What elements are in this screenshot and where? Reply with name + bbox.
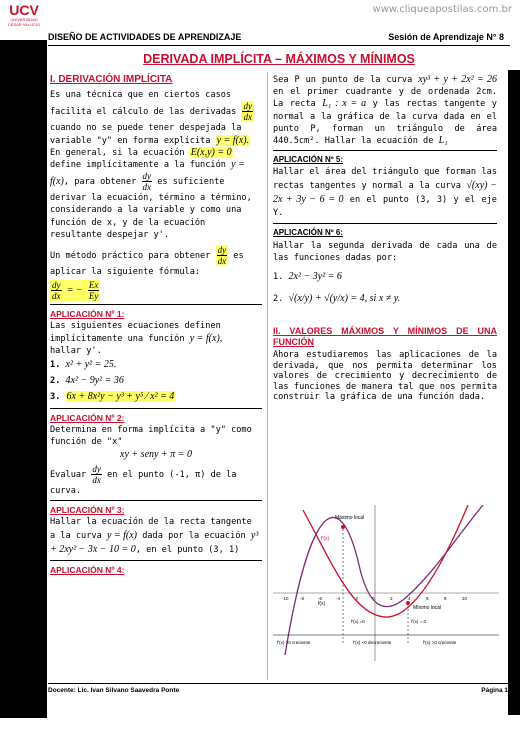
ap6-heading: APLICACIÓN Nº 6: xyxy=(273,228,344,238)
x-tick-label: 2 xyxy=(390,596,393,601)
divider xyxy=(50,304,262,305)
paragraph-1 xyxy=(50,89,262,147)
label-min-local: Mínimo local xyxy=(413,605,442,611)
divider xyxy=(273,150,497,151)
p2-equation: E(x,y) = 0 xyxy=(190,146,232,158)
cubic-curve xyxy=(285,505,483,655)
x-tick-label: 0 xyxy=(372,596,375,601)
x-tick-label: -4 xyxy=(336,596,341,601)
page-footer xyxy=(48,683,508,694)
x-tick-label: -8 xyxy=(300,596,305,601)
right-paragraph-1: Sea P un punto de la curva xy³ + y + 2x² = 26 en el primer cuadrante y de ordenada 2cm. La recta L₁ : x = a y las rectas tangente y normal a la gráfica de la curva dada en el punto P, forman un triángulo de área 440.5cm². Hallar la ecuación de L₁ xyxy=(273,74,497,147)
p2-text-c: , para obtener xyxy=(63,177,137,188)
divider xyxy=(273,223,497,224)
ap2-text: Determina en forma implícita a "y" como función de "x" xyxy=(50,425,252,448)
logo-sub2: CÉSAR VALLEJO xyxy=(7,22,41,27)
column-divider xyxy=(267,72,268,680)
dy-dx-fraction: $\frac{dy}{dx}$ xyxy=(243,101,252,123)
p2-text-a: En general, si la ecuación xyxy=(50,147,185,158)
x-tick-label: 4 xyxy=(408,596,411,601)
list-item: 1. 2x² − 3y² = 6 xyxy=(273,271,342,283)
footer-teacher: Docente: Lic. Ivan Silvano Saavedra Ponte xyxy=(48,687,180,694)
p2-dy-dx: $\frac{dy}{dx}$ xyxy=(142,171,152,193)
right-black-margin xyxy=(508,70,520,715)
left-black-margin xyxy=(0,40,47,718)
p1-text-b: cuando no se puede tener despejada la variable "y" en forma explícita xyxy=(50,123,242,146)
section2-text: Ahora estudiaremos las aplicaciones de la derivada, que nos permita determinar los valores de crecimiento y decrecimiento de las funciones de manera tal que nos permita construir la gráfica de una función dada. xyxy=(273,350,497,403)
logo-brand: UCV xyxy=(9,2,39,18)
ap5-heading: APLICACIÓN Nº 5: xyxy=(273,155,344,165)
right-column xyxy=(273,74,497,403)
ap3-heading: APLICACIÓN Nº 3: xyxy=(50,505,125,516)
x-tick-label: 6 xyxy=(426,596,429,601)
label-deriv-zero-1: f'(x) =0 xyxy=(351,619,365,624)
label-increasing-1: f'(x) >0 creciente xyxy=(277,640,311,645)
watermark: www.cliqueapostilas.com.br xyxy=(372,4,512,15)
page-header xyxy=(48,32,510,46)
max-min-graph xyxy=(273,505,499,661)
p3-text-b: es aplicar la siguiente fórmula: xyxy=(50,251,244,278)
paragraph-3 xyxy=(50,245,262,278)
ap2-equation: xy + seny + π = 0 xyxy=(120,448,192,460)
ap1-text: Las siguientes ecuaciones definen implícitamente una función y = f(x), hallar y'. xyxy=(50,321,223,356)
ap1-list xyxy=(50,357,262,405)
list-item: 2. √(x/y) + √(y/x) = 4, si x ≠ y. xyxy=(273,293,401,305)
p2-yfx: y = f(x) xyxy=(50,159,245,188)
x-tick-label: 8 xyxy=(444,596,447,601)
min-point xyxy=(406,601,410,605)
divider xyxy=(50,408,262,409)
list-item: 3. 6x + 8x²y − y³ + y⁵ ⁄ x² = 4 xyxy=(50,391,175,403)
paragraph-2 xyxy=(50,147,262,241)
label-fpx: f'(x) xyxy=(321,536,330,542)
ap5-text: Hallar el área del triángulo que forman las rectas tangentes y normal a la curva √(xy) − 2x + 3y − 6 = 0 en el punto (3, 3) y el eje Y. xyxy=(273,167,497,219)
label-decreasing: f'(x) <0 decreciente xyxy=(353,640,392,645)
max-point xyxy=(341,525,345,529)
x-tick-label: -6 xyxy=(318,596,323,601)
section1-heading: I. DERIVACIÓN IMPLÍCITA xyxy=(50,74,173,85)
label-max-local: Máximo local xyxy=(335,515,365,521)
ucv-logo xyxy=(3,3,45,43)
footer-page: Página 1 xyxy=(481,687,508,694)
label-fx: f(x) xyxy=(318,601,326,607)
list-item: 1. x² + y² = 25. xyxy=(50,359,117,371)
divider xyxy=(50,500,262,501)
x-tick-label: -2 xyxy=(354,596,359,601)
divider xyxy=(50,560,262,561)
section2-heading: II. VALORES MÁXIMOS Y MÍNIMOS DE UNA FUNCIÓN xyxy=(273,326,497,348)
ap4-heading: APLICACIÓN Nº 4: xyxy=(50,565,125,576)
ap2-text-2: Evaluar $\frac{dy}{dx}$ en el punto (-1, π) de la curva. xyxy=(50,463,237,496)
list-item: 2. 4x² − 9y² = 36 xyxy=(50,375,124,387)
label-deriv-zero-2: f'(x) = 0 xyxy=(411,619,426,624)
label-increasing-2: f'(x) >0 creciente xyxy=(423,640,457,645)
p3-text: Un método práctico para obtener xyxy=(50,251,211,262)
left-column xyxy=(50,74,262,576)
ap1-heading: APLICACIÓN Nº 1: xyxy=(50,309,125,320)
header-right: Sesión de Aprendizaje N° 8 xyxy=(388,32,504,42)
ap2-heading: APLICACIÓN Nº 2: xyxy=(50,413,125,424)
p2-text-d: es suficiente derivar la ecuación, término a término, considerando a la variable y como una función de x, y de la ecuación resultante despejar y'. xyxy=(50,177,252,240)
p2-text-b: define implícitamente a la función xyxy=(50,160,226,171)
x-tick-label: 10 xyxy=(462,596,468,601)
p1-yfx: y = f(x). xyxy=(216,134,250,146)
p1-text-a: Es una técnica que en ciertos casos facilita el cálculo de las derivadas xyxy=(50,90,237,118)
p3-dy-dx: $\frac{dy}{dx}$ xyxy=(217,245,227,267)
page-title: DERIVADA IMPLÍCITA – MÁXIMOS Y MÍNIMOS xyxy=(143,52,415,66)
ap6-list xyxy=(273,266,497,310)
header-left: DISEÑO DE ACTIVIDADES DE APRENDIZAJE xyxy=(48,32,242,42)
ap3-text: Hallar la ecuación de la recta tangente a la curva y = f(x) dada por la ecuación y³ + 2xy² − 3x − 10 = 0, en el punto (3, 1) xyxy=(50,517,259,556)
implicit-formula: $\frac{dy}{dx}$ = − $\frac{Ex}{Ey}$ xyxy=(52,280,99,302)
logo-sub1: UNIVERSIDAD xyxy=(10,17,38,22)
ap6-text: Hallar la segunda derivada de cada una de las funciones dadas por: xyxy=(273,240,497,263)
x-tick-label: -10 xyxy=(282,596,289,601)
